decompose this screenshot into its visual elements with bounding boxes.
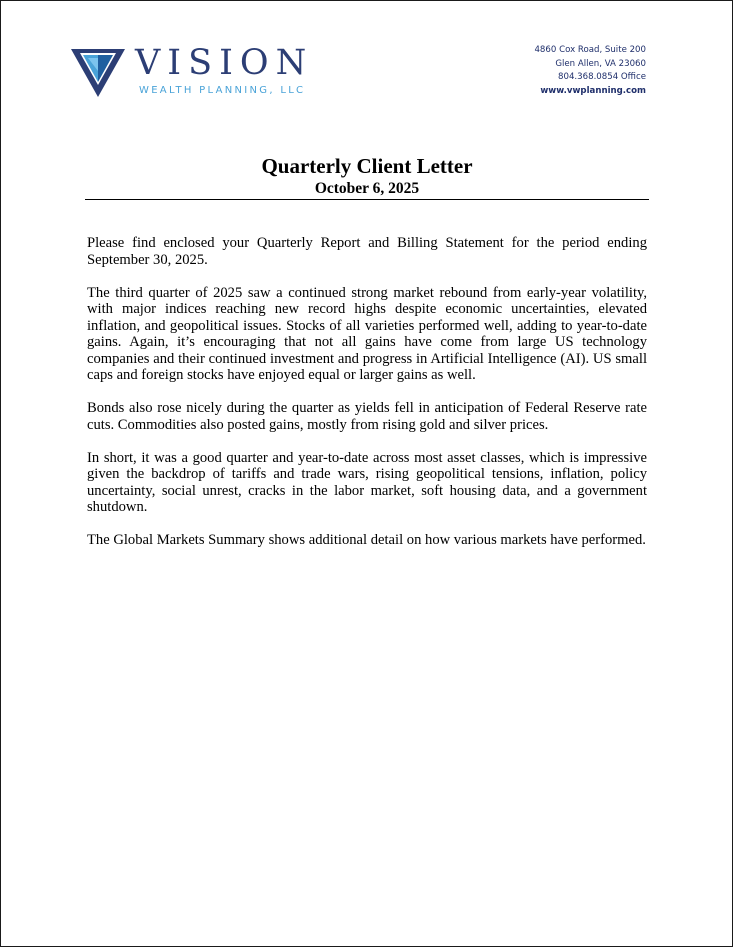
paragraph: In short, it was a good quarter and year-to-date across most asset classes, which is impressive given the backdrop of tariffs and trade wars, rising geopolitical tensions, inflation, policy uncertainty, social unrest, cracks in the labor market, soft housing data, and a government shutdown. — [87, 449, 647, 515]
paragraph: The Global Markets Summary shows additional detail on how various markets have performed. — [87, 532, 646, 548]
vision-v-logo-icon — [71, 49, 125, 97]
page-title: Quarterly Client Letter — [261, 154, 473, 178]
letter-date: October 6, 2025 — [314, 180, 420, 197]
letter-header — [85, 153, 649, 198]
paragraph: Please find enclosed your Quarterly Report and Billing Statement for the period ending September 30, 2025. — [87, 235, 647, 268]
address-phone: 804.368.0854 Office — [558, 72, 646, 82]
header-divider — [85, 199, 649, 200]
address-website: www.vwplanning.com — [540, 85, 646, 96]
logo-subtitle: WEALTH PLANNING, LLC — [139, 85, 306, 96]
logo-wordmark: VISION — [135, 43, 314, 83]
address-block — [534, 44, 646, 98]
address-street: 4860 Cox Road, Suite 200 — [534, 45, 646, 55]
address-city: Glen Allen, VA 23060 — [555, 58, 646, 69]
paragraph: Bonds also rose nicely during the quarter as yields fell in anticipation of Federal Reserve rate cuts. Commodities also posted gains, mostly from rising gold and silver prices. — [87, 400, 647, 433]
paragraph: The third quarter of 2025 saw a continued strong market rebound from early-year volatility, with major indices reaching new record highs despite economic uncertainties, elevated inflation, and geopolitical issues. Stocks of all varieties performed well, adding to year-to-date gains. Again, it’s encouraging that not all gains have come from large US technology companies and their continued investment and progress in Artificial Intelligence (AI). US small caps and foreign stocks have enjoyed equal or larger gains as well. — [87, 284, 647, 383]
company-logo — [71, 45, 331, 101]
letter-body — [87, 235, 647, 565]
